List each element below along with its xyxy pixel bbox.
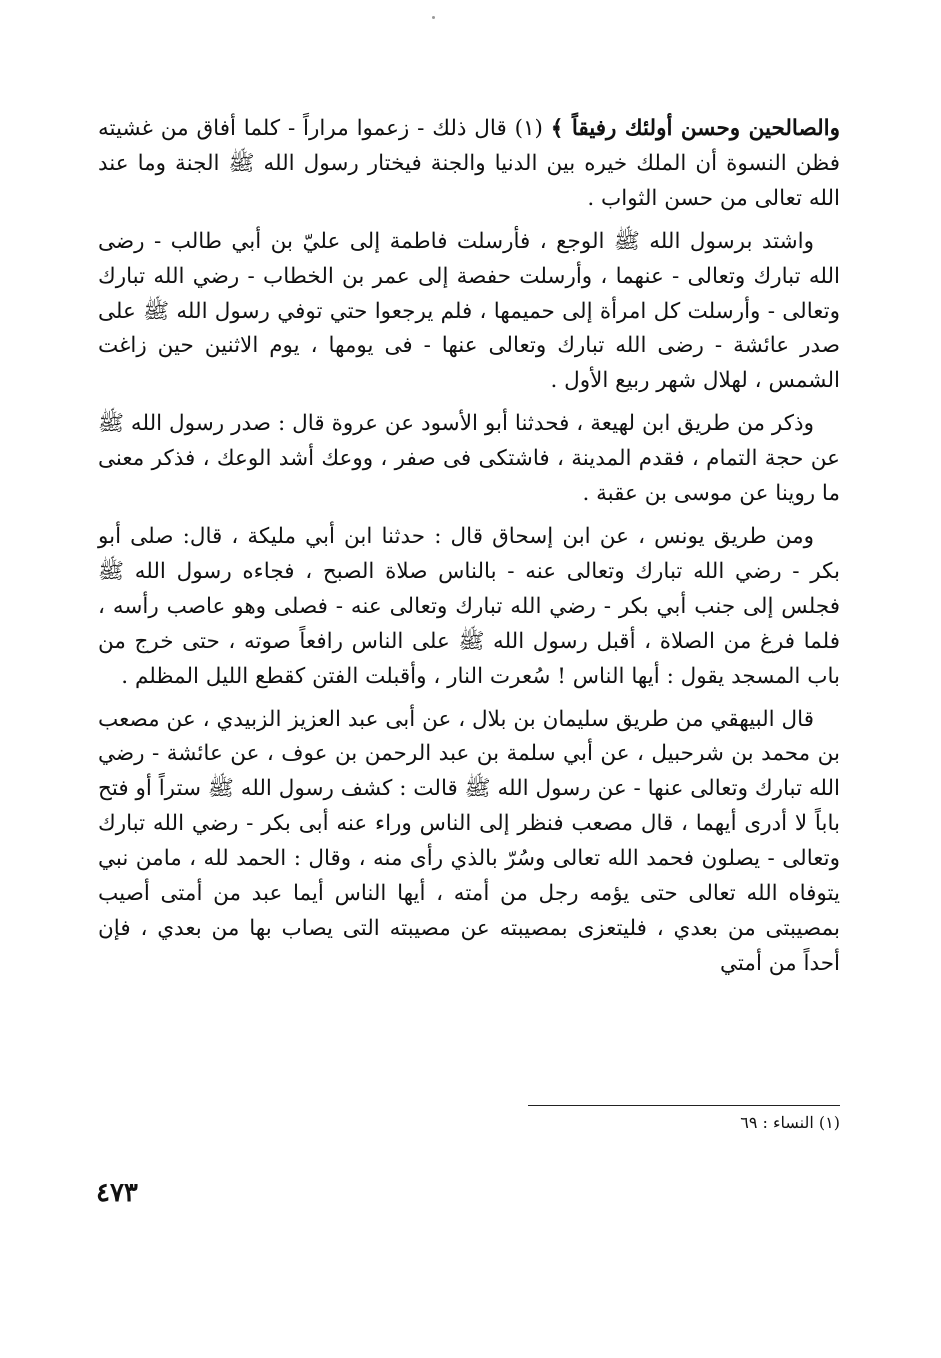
quran-verse-end: والصالحين وحسن أولئك رفيقاً ﴾ [550, 116, 841, 141]
footnote-divider [528, 1105, 840, 1106]
paragraph-2: واشتد برسول الله ﷺ الوجع ، فأرسلت فاطمة إلى عليّ بن أبي طالب - رضى الله تبارك وتعالى - عنهما ، وأرسلت حفصة إلى عمر بن الخطاب - رضي الله تبارك وتعالى - وأرسلت كل امرأة إلى حميمها ، فلم يرجعوا حتي توفي رسول الله ﷺ على صدر عائشة - رضى الله تبارك وتعالى عنها - فى يومها ، يوم الاثنين حين زاغت الشمس ، لهلال شهر ربيع الأول . [98, 228, 840, 394]
paragraph-5: قال البيهقي من طريق سليمان بن بلال ، عن أبى عبد العزيز الزبيدي ، عن مصعب بن محمد بن شرحبيل ، عن أبي سلمة بن عبد الرحمن بن عوف ، عن عائشة - رضي الله تبارك وتعالى عنها - عن رسول الله ﷺ قالت : كشف رسول الله ﷺ ستراً أو فتح باباً لا أدرى أيهما ، قال مصعب فنظر إلى الناس وراء عنه أبى بكر - رضي الله تبارك وتعالى - يصلون فحمد الله تعالى وسُرّ بالذي رأى منه ، وقال : الحمد لله ، مامن نبي يتوفاه الله تعالى حتى يؤمه رجل من أمته ، أيها الناس أيما عبد من أمتى أصيب بمصيبتى من بعدي ، فليتعزى بمصيبته عن مصيبته التى يصاب بها من بعدي ، فإن أحداً من أمتي [98, 706, 841, 976]
scan-speck [432, 16, 435, 19]
page-number: ٤٧٣ [96, 1178, 138, 1208]
body-text [98, 112, 840, 982]
paragraph-1-text: (١) قال ذلك - زعموا مراراً - كلما أفاق من غشيته فظن النسوة أن الملك خيره بين الدنيا والجنة فيختار رسول الله ﷺ الجنة وما عند الله تعالى من حسن الثواب . [98, 116, 840, 211]
paragraph-3: وذكر من طريق ابن لهيعة ، فحدثنا أبو الأسود عن عروة قال : صدر رسول الله ﷺ عن حجة التمام ، فقدم المدينة ، فاشتكى فى صفر ، ووعك أشد الوعك ، فذكر معنى ما روينا عن موسى بن عقبة . [98, 411, 840, 507]
footnote: (١) النساء : ٦٩ [740, 1113, 840, 1132]
paragraph-1 [98, 112, 840, 217]
paragraph-4: ومن طريق يونس ، عن ابن إسحاق قال : حدثنا ابن أبي مليكة ، قال: صلى أبو بكر - رضي الله تبارك وتعالى عنه - بالناس صلاة الصبح ، فجاءه رسول الله ﷺ فجلس إلى جنب أبي بكر - رضي الله تبارك وتعالى عنه - فصلى وهو عاصب رأسه ، فلما فرغ من الصلاة ، أقبل رسول الله ﷺ على الناس رافعاً صوته ، حتى خرج من باب المسجد يقول : أيها الناس ! سُعرت النار ، وأقبلت الفتن كقطع الليل المظلم . [98, 523, 840, 689]
